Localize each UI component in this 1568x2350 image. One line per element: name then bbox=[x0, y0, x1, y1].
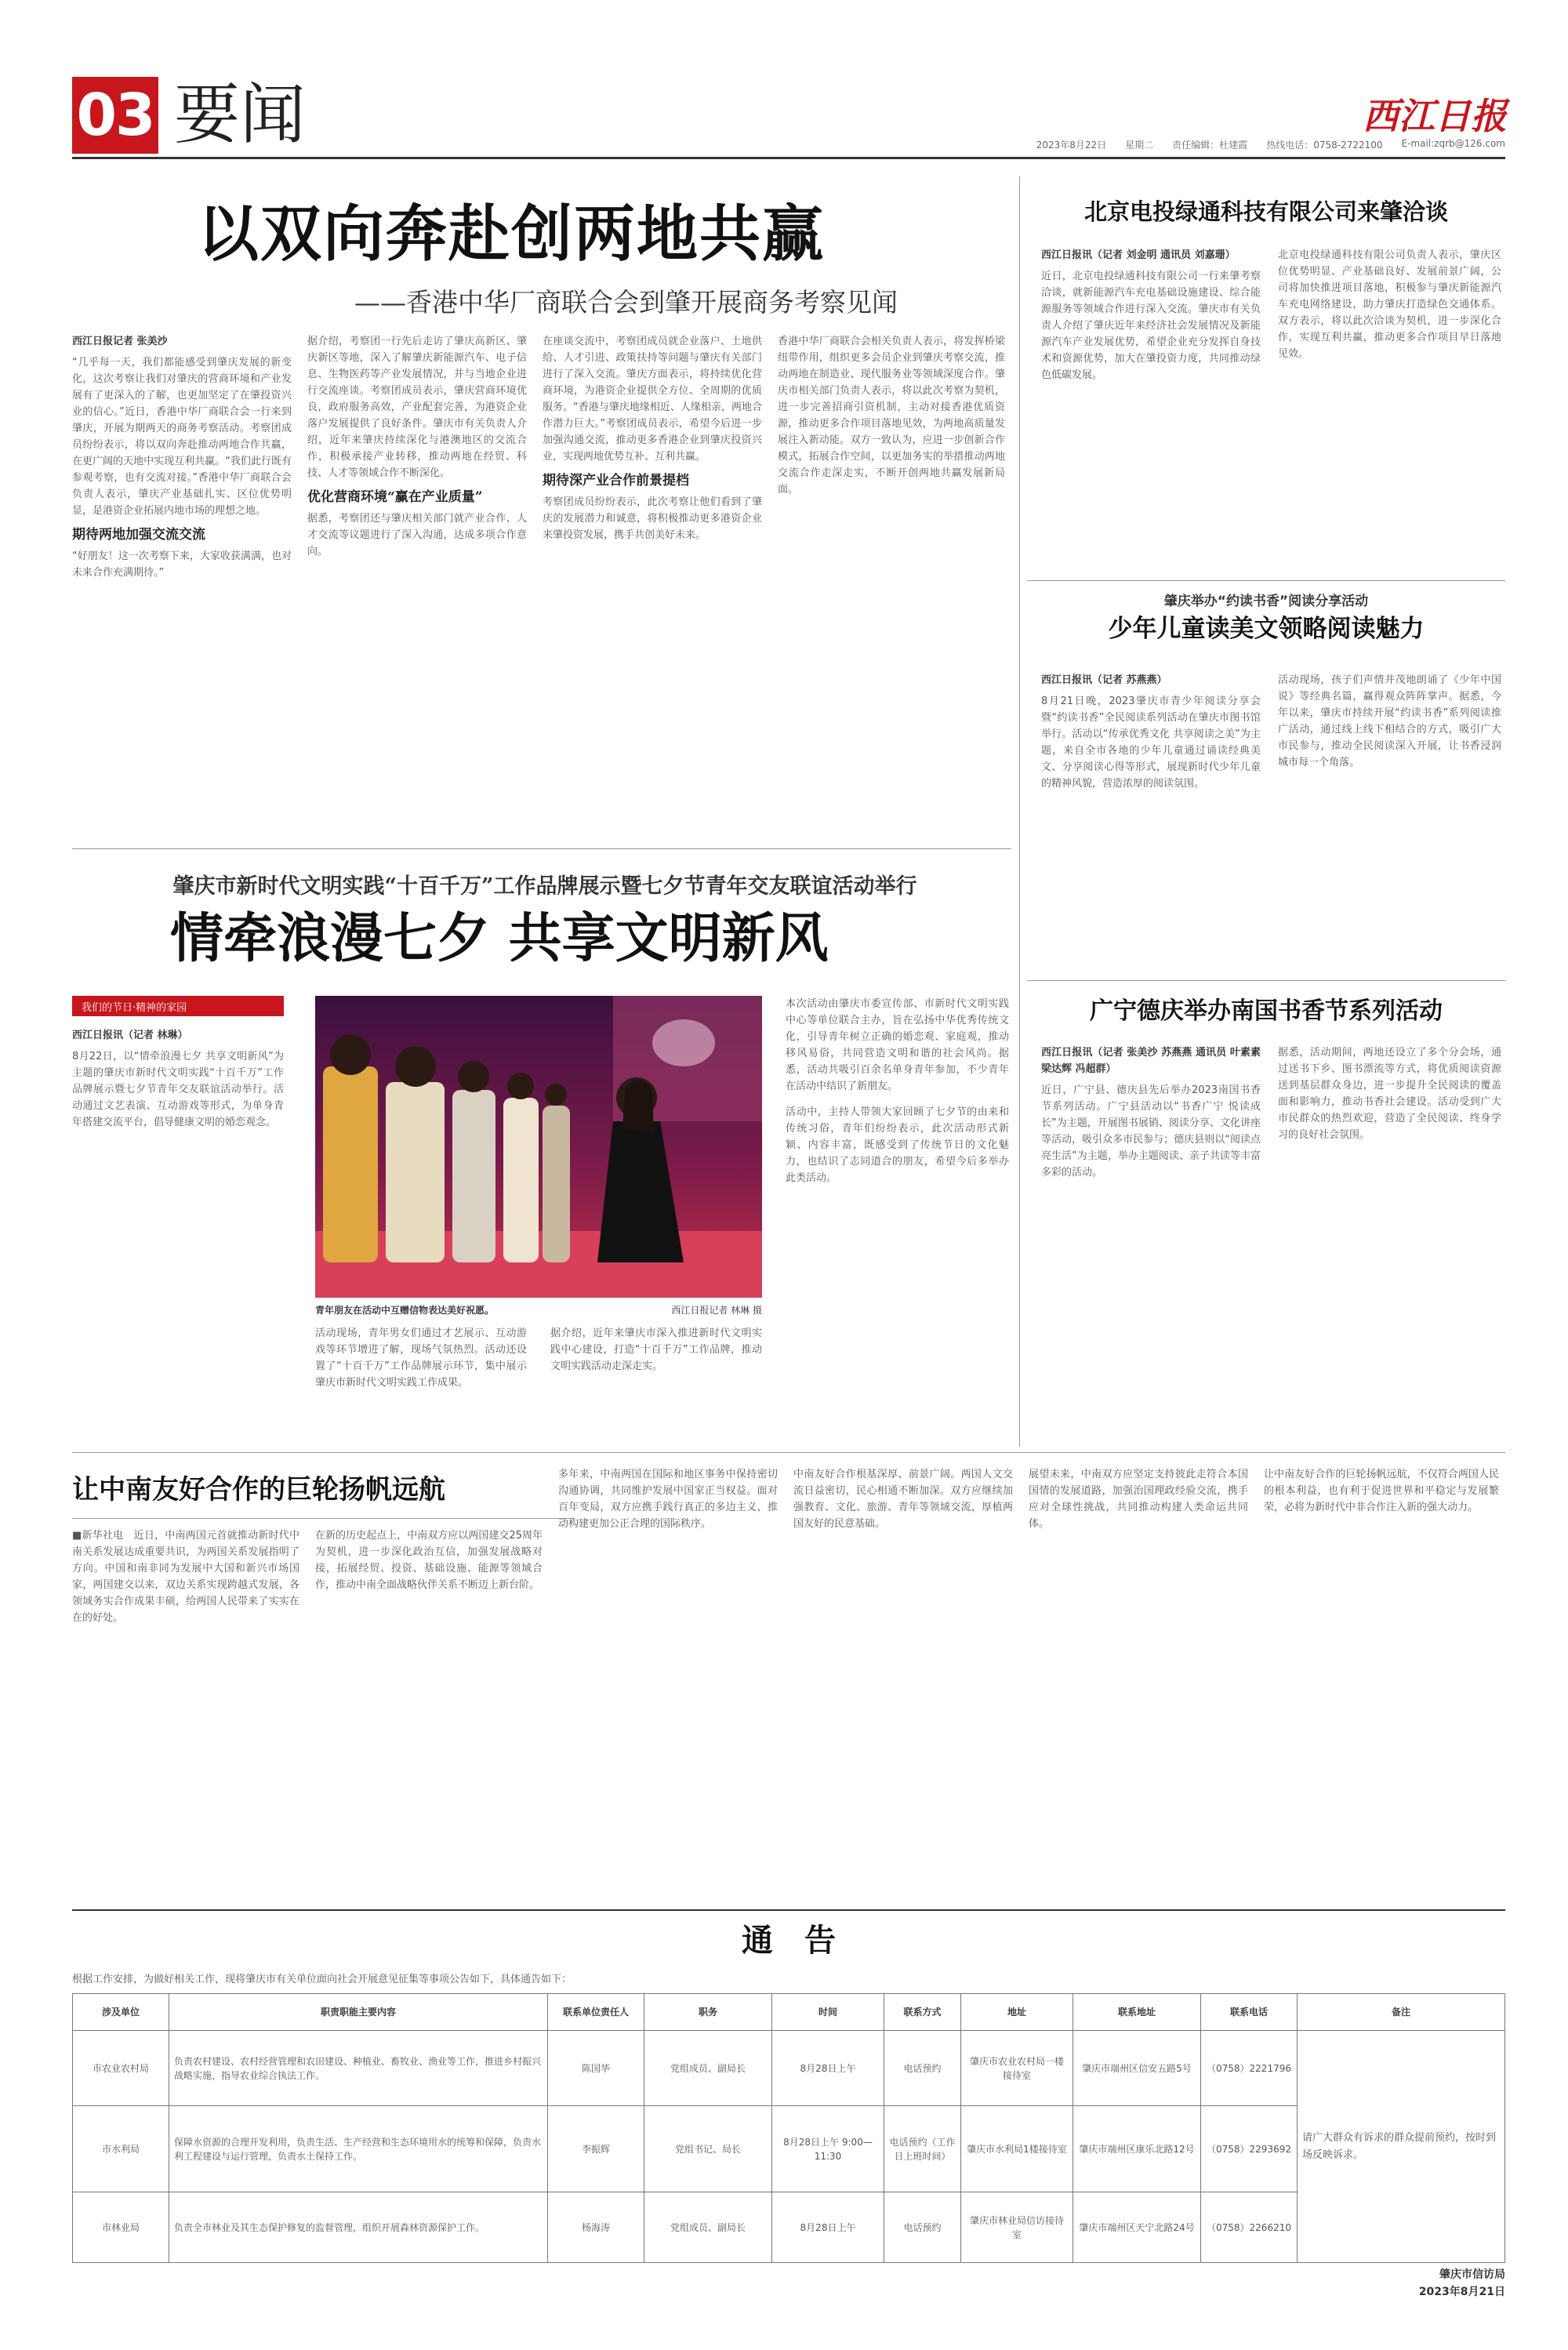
article-column bbox=[778, 333, 1005, 835]
article-column bbox=[793, 1466, 1013, 1900]
column-text: “好朋友！这一次考察下来，大家收获满满，也对未来合作充满期待。” bbox=[72, 550, 292, 579]
column-text: 本次活动由肇庆市委宣传部、市新时代文明实践中心等单位联合主办，旨在弘扬中华优秀传统文化，引导青年树立正确的婚恋观、家庭观，推动移风易俗，共同营造文明和谐的社会风尚。据悉，活动共吸引百余名单身青年参加，不少青年在活动中结识了新朋友。 bbox=[786, 998, 1009, 1092]
article-column bbox=[72, 1027, 284, 1443]
column-text: 活动现场，青年男女们通过才艺展示、互动游戏等环节增进了解，现场气氛热烈。活动还设置了“十百千万”工作品牌展示环节，集中展示肇庆市新时代文明实践工作成果。 bbox=[315, 1328, 527, 1389]
cell-phone: （0758）2221796 bbox=[1201, 2031, 1298, 2106]
header-cell: 联系单位责任人 bbox=[548, 1994, 644, 2031]
article-column bbox=[1029, 1466, 1248, 1900]
article-column bbox=[315, 1527, 543, 1900]
china-africa-article bbox=[72, 1458, 1505, 1905]
header-cell: 联系方式 bbox=[884, 1994, 961, 2031]
publish-date: 2023年8月21日 bbox=[1418, 2286, 1505, 2298]
section-subheading: 优化营商环境“赢在产业质量” bbox=[307, 489, 483, 505]
cell-method: 电话预约 bbox=[884, 2031, 961, 2106]
photo-credit: 西江日报记者 林琳 摄 bbox=[671, 1305, 762, 1316]
column-text: 中南友好合作根基深厚、前景广阔。两国人文交流日益密切，民心相通不断加深。双方应继续加强教育、文化、旅游、青年等领域交流，厚植两国友好的民意基础。 bbox=[793, 1469, 1013, 1530]
article-byline: 西江日报记者 张美沙 bbox=[72, 336, 168, 347]
column-text: 据介绍，近年来肇庆市深入推进新时代文明实践中心建设，打造“十百千万”工作品牌，推动文明实践活动走深走实。 bbox=[550, 1328, 762, 1372]
table-row bbox=[73, 2106, 1505, 2192]
cell-method: 电话预约 bbox=[884, 2192, 961, 2263]
article-column bbox=[1278, 247, 1501, 568]
cell-phone: （0758）2293692 bbox=[1201, 2106, 1298, 2192]
table-row bbox=[73, 2031, 1505, 2106]
info-date: 2023年8月22日 bbox=[1036, 140, 1107, 151]
sidebar-headline: 少年儿童读美文领略阅读魅力 bbox=[1108, 615, 1425, 643]
column-text: 香港中华厂商联合会相关负责人表示，将发挥桥梁纽带作用，组织更多会员企业到肇庆考察交流，推动两地在制造业、现代服务业等领域深度合作。肇庆市相关部门负责人表示，将以此次考察为契机，进一步完善招商引资机制，主动对接香港优质资源，推动更多合作项目落地见效，为两地高质量发展注入新动能。双方一致认为，应进一步创新合作模式，拓展合作空间，以更加务实的举措推动两地交流合作走深走实，不断开创两地共赢发展新局面。 bbox=[778, 336, 1005, 496]
cell-side-note: 请广大群众有诉求的群众提前预约，按时到场反映诉求。 bbox=[1298, 2031, 1505, 2263]
column-text: 多年来，中南两国在国际和地区事务中保持密切沟通协调，共同维护发展中国家正当权益。面对百年变局，双方应携手践行真正的多边主义，推动构建更加公正合理的国际秩序。 bbox=[558, 1469, 778, 1530]
article-divider bbox=[72, 848, 1011, 849]
cell-place: 肇庆市农业农村局一楼接待室 bbox=[961, 2031, 1073, 2106]
cell-place: 肇庆市林业局信访接待室 bbox=[961, 2192, 1073, 2263]
news-photo bbox=[315, 996, 762, 1298]
article-column bbox=[1041, 672, 1261, 970]
main-article bbox=[72, 176, 1013, 839]
column-text: 展望未来，中南双方应坚定支持彼此走符合本国国情的发展道路，加强治国理政经验交流，携手应对全球性挑战，共同推动构建人类命运共同体。 bbox=[1029, 1469, 1248, 1530]
column-text: 近日，广宁县、德庆县先后举办2023南国书香节系列活动。广宁县活动以“书香广宁 悦读成长”为主题，开展图书展销、阅读分享、文化讲座等活动，吸引众多市民参与；德庆县则以“阅读点亮生活”为主题，举办主题阅读、亲子共读等丰富多彩的活动。 bbox=[1041, 1084, 1261, 1179]
header-cell: 职务 bbox=[644, 1994, 772, 2031]
article-column bbox=[1264, 1466, 1499, 1900]
photo-illustration bbox=[315, 996, 762, 1298]
article-byline: 西江日报讯（记者 刘金明 通讯员 刘嘉珊） bbox=[1041, 249, 1236, 261]
page-number: 03 bbox=[76, 82, 154, 149]
page-number-box bbox=[72, 77, 158, 154]
cell-duty: 负责全市林业及其生态保护修复的监督管理，组织开展森林资源保护工作。 bbox=[169, 2192, 548, 2263]
sidebar-headline: 北京电投绿通科技有限公司来肇洽谈 bbox=[1083, 198, 1448, 225]
cell-person: 陈国华 bbox=[548, 2031, 644, 2106]
cell-unit: 市林业局 bbox=[73, 2192, 169, 2263]
newspaper-logo: 西江日报 bbox=[1363, 95, 1507, 137]
article-column bbox=[786, 996, 1009, 1443]
info-editor: 责任编辑：杜建霞 bbox=[1172, 140, 1248, 151]
info-weekday: 星期二 bbox=[1125, 140, 1154, 151]
sidebar-headline: 广宁德庆举办南国书香节系列活动 bbox=[1090, 997, 1443, 1025]
column-text: “几乎每一天，我们都能感受到肇庆发展的新变化，这次考察让我们对肇庆的营商环境和产业发展有了更深入的了解，也更加坚定了在肇投资兴业的信心。”近日，香港中华厂商联合会一行来到肇庆，开展为期两天的商务考察活动。考察团成员纷纷表示，将以双向奔赴推动两地合作共赢，在更广阔的天地中实现互利共赢。“我们此行既有参观考察，也有交流对接。”香港中华厂商联合会负责人表示，肇庆产业基础扎实、区位优势明显，是港资企业拓展内地市场的理想之地。 bbox=[72, 357, 292, 517]
article-headline: 以双向奔赴创两地共赢 bbox=[198, 198, 826, 270]
column-text: 活动现场，孩子们声情并茂地朗诵了《少年中国说》等经典名篇，赢得观众阵阵掌声。据悉，今年以来，肇庆市持续开展“约读书香”系列阅读推广活动，通过线上线下相结合的方式，吸引广大市民参与，推动全民阅读深入开展，让书香浸润城市每一个角落。 bbox=[1278, 674, 1501, 768]
section-name: 要闻 bbox=[174, 76, 307, 153]
header-cell: 联系电话 bbox=[1201, 1994, 1298, 2031]
article-byline: 西江日报讯（记者 林琳） bbox=[72, 1030, 188, 1041]
publisher: 肇庆市信访局 bbox=[1439, 2268, 1505, 2281]
column-text: 让中南友好合作的巨轮扬帆远航，不仅符合两国人民的根本利益，也有利于促进世界和平稳定与发展繁荣，必将为新时代中非合作注入新的强大动力。 bbox=[1264, 1469, 1499, 1513]
column-text: 活动中，主持人带领大家回顾了七夕节的由来和传统习俗，青年们纷纷表示，此次活动形式新颖、内容丰富，既感受到了传统节日的文化魅力，也结识了志同道合的朋友，希望今后多举办此类活动。 bbox=[786, 1106, 1009, 1184]
header-cell: 职责职能主要内容 bbox=[169, 1994, 548, 2031]
qixi-article bbox=[72, 855, 1013, 1451]
column-text: 据介绍，考察团一行先后走访了肇庆高新区、肇庆新区等地，深入了解肇庆新能源汽车、电子信息、生物医药等产业发展情况，并与当地企业进行交流座谈。考察团成员表示，肇庆营商环境优良，政府服务高效，产业配套完善，为港资企业落户发展提供了良好条件。肇庆市有关负责人介绍，近年来肇庆持续深化与港澳地区的交流合作，积极承接产业转移，推动两地在经贸、科技、人才等领域合作不断深化。 bbox=[307, 336, 527, 479]
masthead-rule bbox=[72, 157, 1505, 159]
article-headline: 情牵浪漫七夕 共享文明新风 bbox=[170, 907, 829, 970]
cell-method: 电话预约（工作日上班时间） bbox=[884, 2106, 961, 2192]
photo-caption: 青年朋友在活动中互赠信物表达美好祝愿。 bbox=[315, 1305, 495, 1316]
column-text: 近日，北京电投绿通科技有限公司一行来肇考察洽谈，就新能源汽车充电基础设施建设、综合能源服务等领域合作进行深入交流。肇庆市有关负责人介绍了肇庆近年来经济社会发展情况及新能源汽车产业发展优势，希望企业充分发挥自身技术和资源优势，加大在肇投资力度，共同推动绿色低碳发展。 bbox=[1041, 271, 1261, 381]
section-subheading: 期待两地加强交流交流 bbox=[72, 527, 205, 543]
cell-phone: （0758）2266210 bbox=[1201, 2192, 1298, 2263]
sidebar-article-guangning bbox=[1027, 990, 1505, 1448]
cell-time: 8月28日上午 bbox=[772, 2192, 884, 2263]
cell-person: 杨海涛 bbox=[548, 2192, 644, 2263]
column-divider bbox=[1019, 176, 1020, 1447]
article-column bbox=[1041, 247, 1261, 568]
cell-time: 8月28日上午 9:00—11:30 bbox=[772, 2106, 884, 2192]
section-subheading: 期待深产业合作前景提档 bbox=[543, 473, 689, 489]
table-row bbox=[73, 2192, 1505, 2263]
column-text: ■新华社电 近日，中南两国元首就推动新时代中南关系发展达成重要共识，为两国关系发展指明了方向。中国和南非同为发展中大国和新兴市场国家，两国建交以来，双边关系实现跨越式发展，各领域务实合作成果丰硕，给两国人民带来了实实在在的好处。 bbox=[72, 1530, 299, 1624]
cell-unit: 市水利局 bbox=[73, 2106, 169, 2192]
info-email: E-mail:zqrb@126.com bbox=[1401, 138, 1505, 149]
column-text: 在座谈交流中，考察团成员就企业落户、土地供给、人才引进、政策扶持等问题与肇庆有关部门进行了深入交流。肇庆方面表示，将持续优化营商环境，为港资企业提供全方位、全周期的优质服务。“香港与肇庆地缘相近、人缘相亲，两地合作潜力巨大。”考察团成员表示，希望今后进一步加强沟通交流，推动更多香港企业到肇庆投资兴业，实现两地优势互补、互利共赢。 bbox=[543, 336, 762, 463]
cell-time: 8月28日上午 bbox=[772, 2031, 884, 2106]
header-cell: 联系地址 bbox=[1073, 1994, 1201, 2031]
article-column bbox=[307, 333, 527, 835]
cell-address: 肇庆市端州区康乐北路12号 bbox=[1073, 2106, 1201, 2192]
article-byline: 西江日报讯（记者 苏燕燕） bbox=[1041, 674, 1167, 686]
column-text: 北京电投绿通科技有限公司负责人表示，肇庆区位优势明显、产业基础良好、发展前景广阔，公司将加快推进项目落地，积极参与肇庆新能源汽车充电网络建设，助力肇庆打造绿色交通体系。双方表示，将以此次洽谈为契机，进一步深化合作，实现互利共赢，推动更多合作项目早日落地见效。 bbox=[1278, 249, 1501, 360]
notice-intro: 根据工作安排，为做好相关工作，现将肇庆市有关单位面向社会开展意见征集等事项公告如下，具体通告如下： bbox=[72, 1974, 572, 1985]
info-phone: 热线电话：0758-2722100 bbox=[1266, 140, 1383, 151]
column-text: 据悉，考察团还与肇庆相关部门就产业合作、人才交流等议题进行了深入沟通，达成多项合作意向。 bbox=[307, 513, 527, 558]
column-text: 在新的历史起点上，中南双方应以两国建交25周年为契机，进一步深化政治互信，加强发展战略对接，拓展经贸、投资、基础设施、能源等领域合作，推动中南全面战略伙伴关系不断迈上新台阶。 bbox=[315, 1530, 543, 1591]
cell-place: 肇庆市水利局1楼接待室 bbox=[961, 2106, 1073, 2192]
article-column bbox=[315, 1325, 527, 1443]
header-cell: 地址 bbox=[961, 1994, 1073, 2031]
sidebar-article-reading bbox=[1027, 590, 1505, 974]
header-cell: 时间 bbox=[772, 1994, 884, 2031]
cell-duty: 负责农村建设、农村经营管理和农田建设、种植业、畜牧业、渔业等工作，推进乡村振兴战略实施，指导农业综合执法工作。 bbox=[169, 2031, 548, 2106]
notice-title: 通 告 bbox=[742, 1922, 836, 1959]
headline-underline bbox=[72, 1518, 574, 1519]
article-kicker: 肇庆市新时代文明实践“十百千万”工作品牌展示暨七夕节青年交友联谊活动举行 bbox=[172, 874, 917, 899]
article-column bbox=[1278, 1044, 1501, 1444]
article-headline: 让中南友好合作的巨轮扬帆远航 bbox=[72, 1474, 445, 1506]
sidebar-article-beijing bbox=[1027, 176, 1505, 572]
header-cell: 备注 bbox=[1298, 1994, 1505, 2031]
article-column bbox=[72, 333, 292, 835]
cell-position: 党组成员、副局长 bbox=[644, 2192, 772, 2263]
photo-caption-row bbox=[315, 1303, 762, 1317]
masthead-info bbox=[909, 138, 1505, 151]
cell-unit: 市农业农村局 bbox=[73, 2031, 169, 2106]
tag-text: 我们的节日·精神的家园 bbox=[82, 1001, 187, 1014]
notice-header-row bbox=[73, 1994, 1505, 2031]
cell-address: 肇庆市端州区天宁北路24号 bbox=[1073, 2192, 1201, 2263]
cell-person: 李振辉 bbox=[548, 2106, 644, 2192]
article-byline: 西江日报讯（记者 张美沙 苏燕燕 通讯员 叶素素 梁达辉 冯超群） bbox=[1041, 1047, 1261, 1075]
column-tag bbox=[72, 996, 284, 1016]
article-divider bbox=[72, 1452, 1505, 1453]
article-column bbox=[558, 1466, 778, 1900]
notice-top-rule bbox=[72, 1909, 1505, 1911]
article-column bbox=[72, 1527, 299, 1900]
article-column bbox=[543, 333, 762, 835]
article-column bbox=[550, 1325, 762, 1443]
sidebar-divider bbox=[1027, 580, 1505, 581]
cell-duty: 保障水资源的合理开发利用，负责生活、生产经营和生态环境用水的统筹和保障，负责水利工程建设与运行管理，负责水土保持工作。 bbox=[169, 2106, 548, 2192]
column-text: 8月22日，以“情牵浪漫七夕 共享文明新风”为主题的肇庆市新时代文明实践“十百千万”工作品牌展示暨七夕节青年交友联谊活动举行。活动通过文艺表演、互动游戏等形式，为单身青年搭建交流平台，倡导健康文明的婚恋观念。 bbox=[72, 1051, 284, 1128]
article-subheadline: ——香港中华厂商联合会到肇开展商务考察见闻 bbox=[354, 287, 898, 318]
cell-address: 肇庆市端州区信安五路5号 bbox=[1073, 2031, 1201, 2106]
column-text: 8月21日晚，2023肇庆市青少年阅读分享会暨“约读书香”全民阅读系列活动在肇庆市图书馆举行。活动以“传承优秀文化 共享阅读之美”为主题，来自全市各地的少年儿童通过诵读经典美文、分享阅读心得等形式，展现新时代少年儿童的精神风貌，营造浓厚的阅读氛围。 bbox=[1041, 696, 1261, 790]
cell-position: 党组成员、副局长 bbox=[644, 2031, 772, 2106]
column-text: 考察团成员纷纷表示，此次考察让他们看到了肇庆的发展潜力和诚意，将积极推动更多港资企业来肇投资发展，携手共创美好未来。 bbox=[543, 496, 762, 541]
cell-position: 党组书记、局长 bbox=[644, 2106, 772, 2192]
sidebar-pre-title: 肇庆举办“约读书香”阅读分享活动 bbox=[1163, 594, 1369, 609]
sidebar-divider bbox=[1027, 980, 1505, 981]
notice-section bbox=[72, 1917, 1505, 2246]
column-text: 据悉，活动期间，两地还设立了多个分会场，通过送书下乡、图书漂流等方式，将优质阅读资源送到基层群众身边，进一步提升全民阅读的覆盖面和影响力，推动书香社会建设。活动受到广大市民群众的热烈欢迎，营造了全民阅读、终身学习的良好社会氛围。 bbox=[1278, 1047, 1501, 1141]
notice-signature bbox=[1254, 2266, 1505, 2301]
header-cell: 涉及单位 bbox=[73, 1994, 169, 2031]
article-column bbox=[1041, 1044, 1261, 1444]
notice-table bbox=[72, 1993, 1505, 2263]
article-column bbox=[1278, 672, 1501, 970]
